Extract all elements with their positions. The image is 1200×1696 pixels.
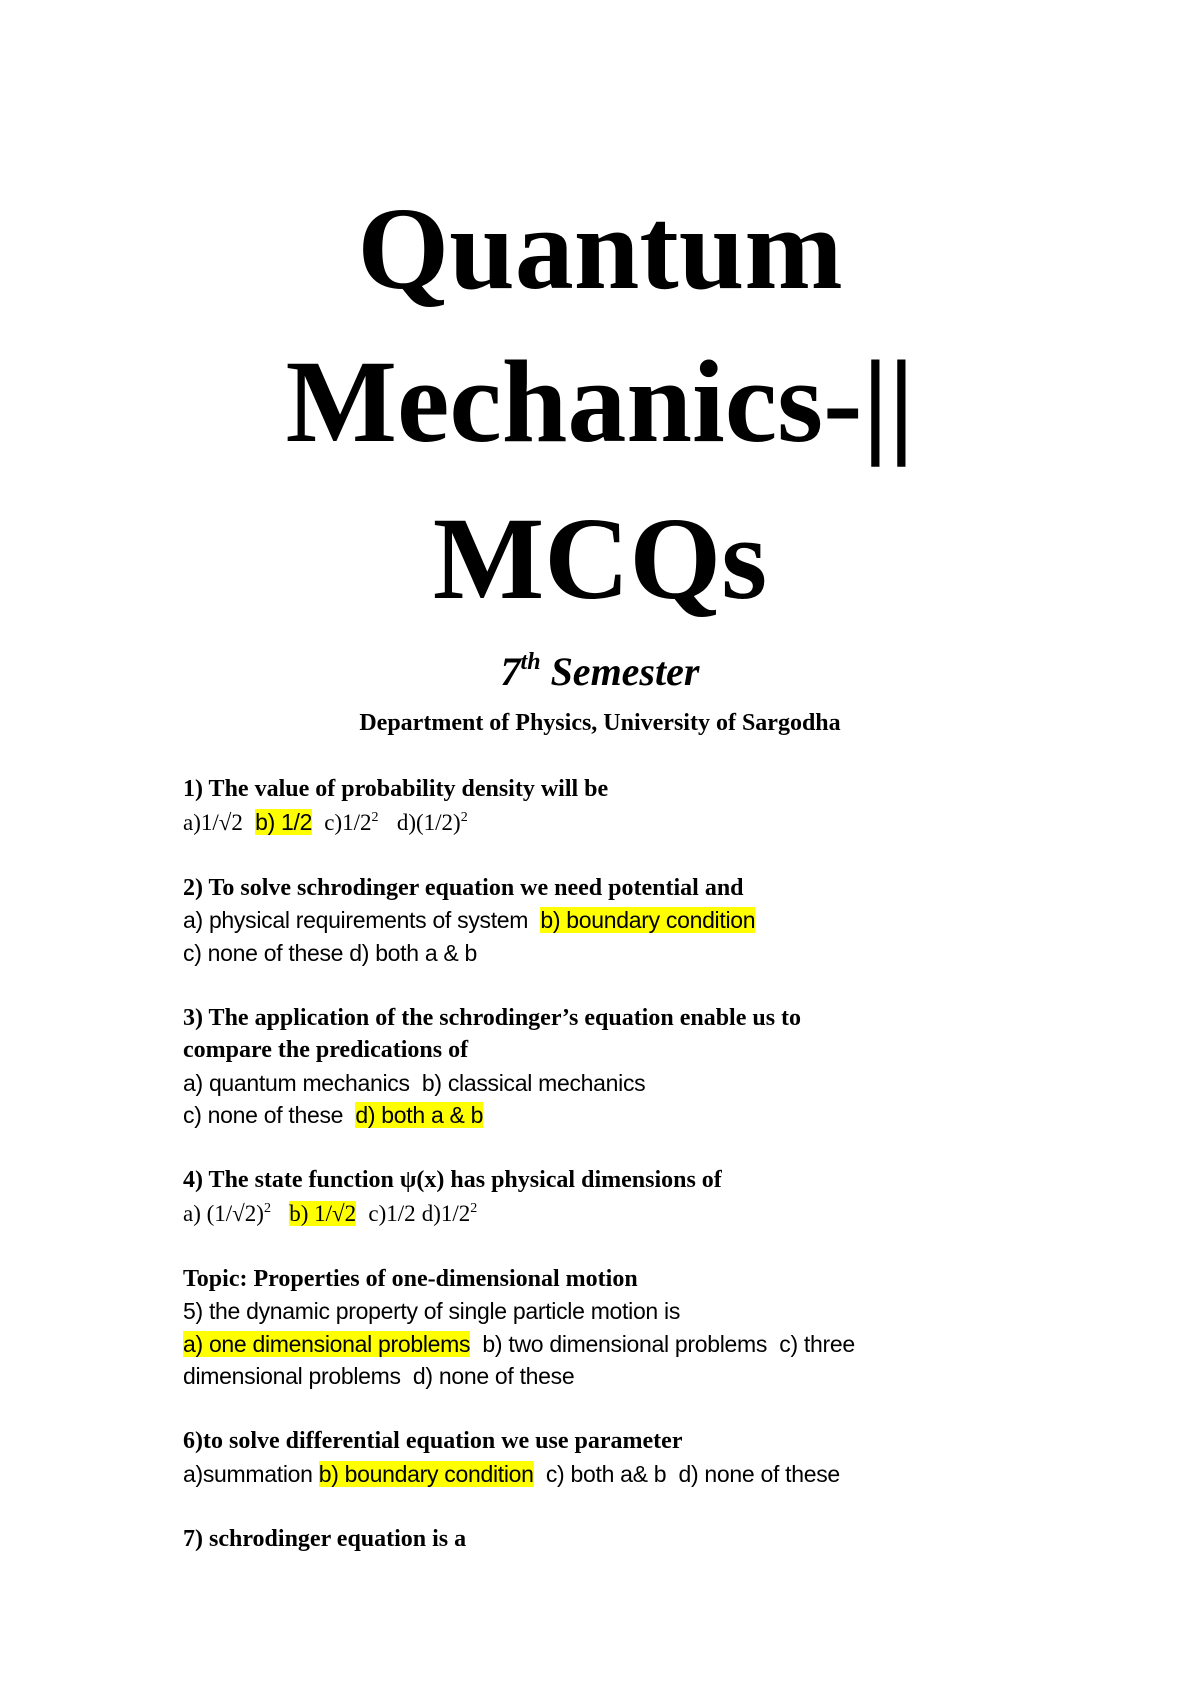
question-2-options-line-2 (183, 937, 1003, 970)
q1-option-c-sup: 2 (371, 809, 379, 825)
q3-option-a: a) quantum mechanics (183, 1069, 410, 1096)
spacer (183, 839, 1003, 872)
q3-option-d-answer: d) both a & b (355, 1102, 484, 1128)
q1-option-c-base: c)1/2 (324, 809, 372, 835)
question-3-line-2: compare the predications of (183, 1037, 469, 1063)
q4-option-c: c)1/2 (368, 1200, 416, 1226)
question-3-line-1: 3) The application of the schrodinger’s equation enable us to (183, 1004, 802, 1031)
q4-option-d (422, 1201, 478, 1226)
q4-option-d-base: d)1/2 (421, 1200, 471, 1226)
department-line: Department of Physics, University of Sargodha (359, 710, 841, 736)
question-6-options (183, 1458, 1003, 1491)
q1-option-d (397, 810, 468, 835)
q2-option-d: d) both a & b (349, 939, 478, 966)
q1-option-d-sup: 2 (460, 809, 468, 825)
q4-option-d-sup: 2 (470, 1200, 478, 1216)
spacer (183, 1393, 1003, 1426)
q2-option-c: c) none of these (183, 939, 344, 966)
q2-option-a: a) physical requirements of system (183, 907, 529, 933)
mcq-list (183, 773, 1003, 1555)
q3-option-c: c) none of these (183, 1102, 344, 1128)
spacer (183, 969, 1003, 1002)
question-5-options-line-1 (183, 1328, 1003, 1361)
question-4: 4) The state function ψ(x) has physical dimensions of (183, 1167, 722, 1193)
q4-option-a (183, 1201, 271, 1226)
question-1: 1) The value of probability density will be (183, 776, 609, 802)
topic-heading: Topic: Properties of one-dimensional motion (183, 1265, 638, 1292)
semester-suffix: th (520, 649, 541, 675)
question-3-options-line-2 (183, 1099, 1003, 1132)
question-2: 2) To solve schrodinger equation we need potential and (183, 874, 744, 901)
title-line-3: MCQs (432, 493, 768, 624)
semester-heading (0, 650, 1200, 694)
title-line-1: Quantum (357, 183, 843, 314)
q4-option-a-base: a) (1/√2) (183, 1200, 264, 1226)
question-5: 5) the dynamic property of single particle motion is (183, 1298, 681, 1324)
q5-option-c-line-1: c) three (779, 1330, 855, 1357)
q6-option-a: a)summation (183, 1460, 313, 1487)
q6-option-b-answer: b) boundary condition (318, 1460, 534, 1487)
title-line-2: Mechanics-|| (285, 336, 915, 467)
q4-option-a-sup: 2 (263, 1200, 271, 1216)
question-1-options (183, 806, 1003, 840)
q5-option-b: b) two dimensional problems (482, 1330, 768, 1357)
q5-option-c-line-2: dimensional problems (183, 1363, 401, 1389)
q6-option-d: d) none of these (678, 1460, 840, 1487)
q3-option-b: b) classical mechanics (421, 1069, 646, 1096)
semester-label: Semester (540, 649, 700, 694)
q5-option-a-answer: a) one dimensional problems (183, 1330, 471, 1357)
q1-option-a: a)1/√2 (183, 809, 243, 835)
q1-option-d-base: d)(1/2) (396, 809, 461, 835)
question-4-options (183, 1197, 1003, 1231)
question-6: 6)to solve differential equation we use parameter (183, 1428, 683, 1454)
q1-option-c (324, 810, 378, 835)
question-3-options-line-1 (183, 1067, 1003, 1100)
q6-option-c: c) both a& b (545, 1460, 667, 1487)
q4-option-b-answer: b) 1/√2 (289, 1200, 357, 1226)
spacer (183, 1230, 1003, 1263)
q2-option-b-answer: b) boundary condition (540, 907, 756, 933)
semester-number: 7 (500, 649, 521, 694)
spacer (183, 1490, 1003, 1523)
q5-option-d: d) none of these (412, 1363, 575, 1389)
question-5-options-line-2 (183, 1360, 1003, 1393)
q1-option-b-answer: b) 1/2 (255, 808, 313, 835)
spacer (183, 1132, 1003, 1165)
question-7: 7) schrodinger equation is a (183, 1525, 467, 1552)
question-2-options-line-1 (183, 904, 1003, 937)
